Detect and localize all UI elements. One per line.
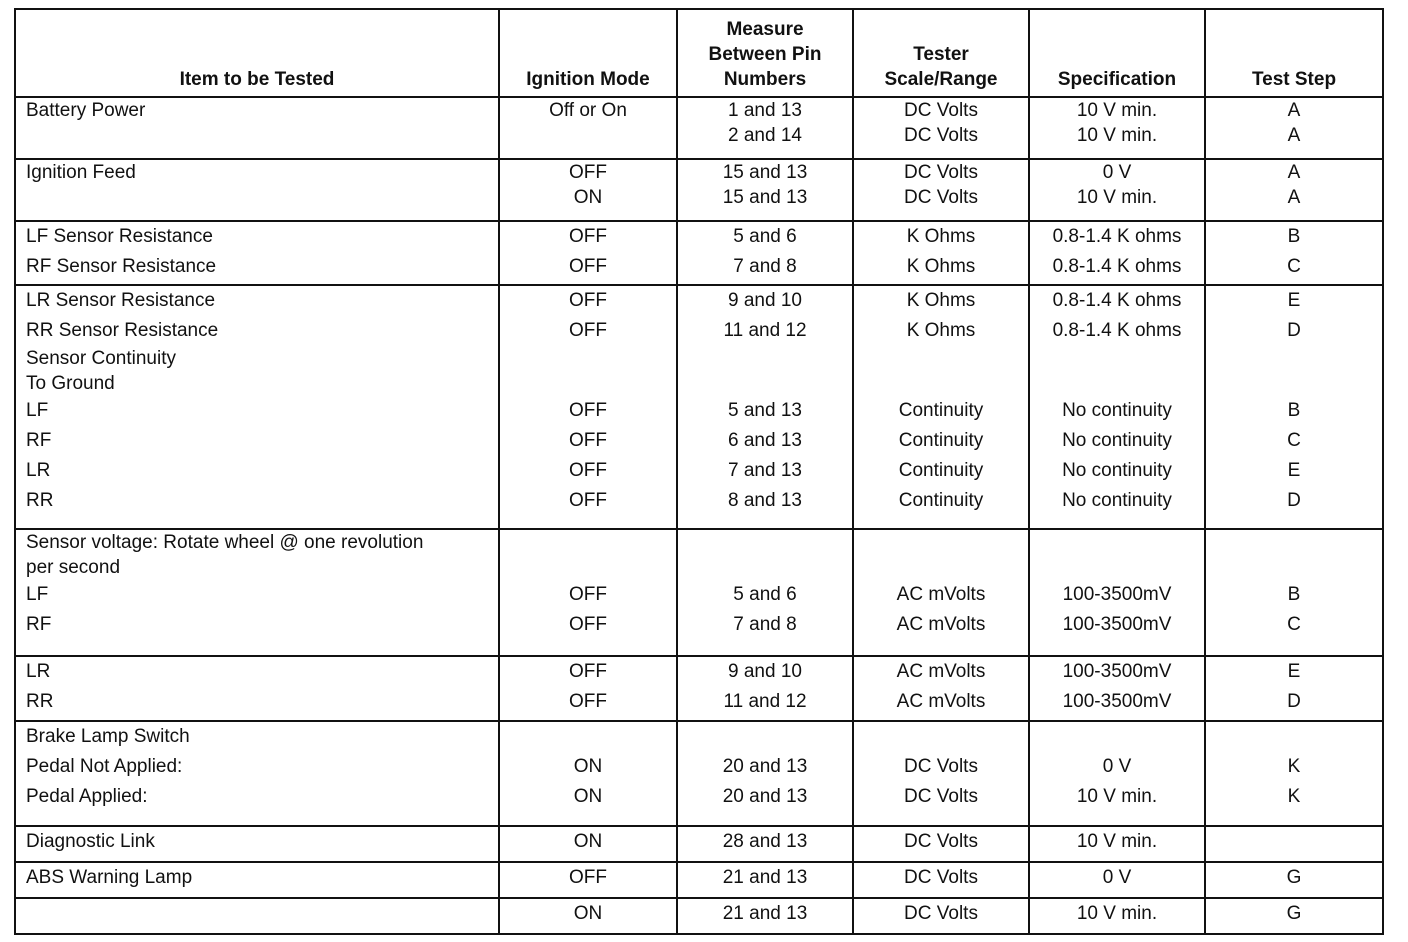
specification-cell xyxy=(1029,97,1205,159)
test-step-cell xyxy=(1205,826,1383,862)
tester-range-cell xyxy=(853,898,1029,934)
cell-line: LR xyxy=(26,661,51,682)
cell-line: 7 and 8 xyxy=(733,614,797,635)
cell-line: OFF xyxy=(569,162,607,183)
specification-cell xyxy=(1029,221,1205,285)
cell-line: B xyxy=(1287,584,1301,605)
specification-cell xyxy=(1029,898,1205,934)
cell-line: ABS Warning Lamp xyxy=(26,867,193,888)
test-step-cell xyxy=(1205,159,1383,221)
test-step-cell xyxy=(1205,656,1383,721)
cell-line: DC Volts xyxy=(904,831,978,852)
cell-line: To Ground xyxy=(26,373,115,394)
cell-line: OFF xyxy=(569,226,607,247)
item-cell xyxy=(15,721,499,826)
cell-line xyxy=(1206,371,1382,396)
pin-numbers-cell xyxy=(677,285,853,529)
cell-line: AC mVolts xyxy=(896,661,986,682)
cell-line: Sensor Continuity xyxy=(26,348,176,369)
cell-line: OFF xyxy=(569,256,607,277)
cell-line xyxy=(500,346,676,371)
cell-line: 10 V min. xyxy=(1076,125,1158,146)
pin-numbers-cell xyxy=(677,97,853,159)
cell-line: 5 and 6 xyxy=(733,226,797,247)
tester-range-cell xyxy=(853,862,1029,898)
ignition-mode-cell xyxy=(499,862,677,898)
tester-range-cell xyxy=(853,97,1029,159)
cell-line xyxy=(1206,346,1382,371)
cell-line: Off or On xyxy=(549,100,627,121)
cell-line: 0 V xyxy=(1102,162,1132,183)
cell-line: 15 and 13 xyxy=(722,162,808,183)
cell-line: 10 V min. xyxy=(1076,786,1158,807)
tester-range-cell xyxy=(853,159,1029,221)
pin-numbers-cell xyxy=(677,826,853,862)
specification-cell xyxy=(1029,159,1205,221)
header-tester-scale: Tester Scale/Range xyxy=(853,9,1029,97)
tester-range-cell xyxy=(853,656,1029,721)
cell-line: Diagnostic Link xyxy=(26,831,155,852)
ignition-mode-cell xyxy=(499,656,677,721)
specification-cell xyxy=(1029,285,1205,529)
test-step-cell xyxy=(1205,221,1383,285)
specification-cell xyxy=(1029,862,1205,898)
cell-line: 21 and 13 xyxy=(722,867,808,888)
cell-line: A xyxy=(1287,125,1301,146)
cell-line: RF Sensor Resistance xyxy=(26,256,217,277)
cell-line xyxy=(1206,555,1382,580)
cell-line: Sensor voltage: Rotate wheel @ one revolution xyxy=(26,532,424,553)
cell-line: Continuity xyxy=(898,430,984,451)
pin-numbers-cell xyxy=(677,898,853,934)
cell-line: RR xyxy=(26,691,54,712)
cell-line xyxy=(1030,722,1204,752)
cell-line xyxy=(854,722,1028,752)
cell-line: E xyxy=(1287,290,1301,311)
cell-line: 100-3500mV xyxy=(1062,691,1172,712)
ignition-mode-cell xyxy=(499,529,677,656)
cell-line: LR xyxy=(26,460,51,481)
item-cell xyxy=(15,862,499,898)
cell-line: ON xyxy=(573,903,603,924)
cell-line: G xyxy=(1286,903,1302,924)
cell-line: OFF xyxy=(569,400,607,421)
table-row xyxy=(15,656,1383,721)
table-row xyxy=(15,159,1383,221)
tester-range-cell xyxy=(853,529,1029,656)
item-cell xyxy=(15,898,499,934)
cell-line xyxy=(1206,530,1382,555)
cell-line: E xyxy=(1287,460,1301,481)
cell-line: 9 and 10 xyxy=(728,290,802,311)
test-step-cell xyxy=(1205,285,1383,529)
cell-line: K xyxy=(1287,786,1301,807)
cell-line: No continuity xyxy=(1062,400,1172,421)
cell-line: 20 and 13 xyxy=(722,786,808,807)
cell-line xyxy=(500,123,676,148)
cell-line xyxy=(1030,371,1204,396)
cell-line: LF xyxy=(26,584,49,605)
cell-line: Pedal Not Applied: xyxy=(26,756,183,777)
cell-line: OFF xyxy=(569,490,607,511)
specification-cell xyxy=(1029,826,1205,862)
cell-line: G xyxy=(1286,867,1302,888)
cell-line: DC Volts xyxy=(904,162,978,183)
cell-line: K Ohms xyxy=(906,226,976,247)
pin-numbers-cell xyxy=(677,862,853,898)
cell-line: DC Volts xyxy=(904,100,978,121)
cell-line: 9 and 10 xyxy=(728,661,802,682)
header-test-step: Test Step xyxy=(1205,9,1383,97)
table-row xyxy=(15,826,1383,862)
cell-line: ON xyxy=(573,756,603,777)
cell-line xyxy=(678,722,852,752)
cell-line: RR xyxy=(26,490,54,511)
cell-line: 7 and 13 xyxy=(728,460,802,481)
cell-line: C xyxy=(1287,614,1301,635)
item-cell xyxy=(15,285,499,529)
cell-line: 0.8-1.4 K ohms xyxy=(1052,256,1182,277)
cell-line: A xyxy=(1287,100,1301,121)
table-row xyxy=(15,898,1383,934)
cell-line: RF xyxy=(26,614,52,635)
table-row xyxy=(15,529,1383,656)
cell-line: 10 V min. xyxy=(1076,187,1158,208)
cell-line: 100-3500mV xyxy=(1062,584,1172,605)
pin-numbers-cell xyxy=(677,721,853,826)
cell-line xyxy=(16,185,498,210)
cell-line: Pedal Applied: xyxy=(26,786,148,807)
table-row xyxy=(15,97,1383,159)
cell-line xyxy=(1206,722,1382,752)
cell-line: 11 and 12 xyxy=(723,320,807,341)
cell-line xyxy=(678,555,852,580)
test-step-cell xyxy=(1205,97,1383,159)
ignition-mode-cell xyxy=(499,97,677,159)
cell-line: 21 and 13 xyxy=(722,903,808,924)
cell-line: 2 and 14 xyxy=(728,125,802,146)
header-item-to-be-tested: Item to be Tested xyxy=(15,9,499,97)
ignition-mode-cell xyxy=(499,285,677,529)
cell-line xyxy=(500,555,676,580)
item-cell xyxy=(15,656,499,721)
cell-line xyxy=(854,555,1028,580)
item-cell xyxy=(15,221,499,285)
tester-range-cell xyxy=(853,721,1029,826)
header-row xyxy=(15,9,1383,97)
cell-line: 0.8-1.4 K ohms xyxy=(1052,320,1182,341)
cell-line: 20 and 13 xyxy=(722,756,808,777)
cell-line xyxy=(1206,827,1382,857)
cell-line: C xyxy=(1287,430,1301,451)
table-row xyxy=(15,285,1383,529)
cell-line: 5 and 13 xyxy=(728,400,802,421)
specification-cell xyxy=(1029,656,1205,721)
cell-line xyxy=(500,371,676,396)
cell-line: Continuity xyxy=(898,460,984,481)
test-step-cell xyxy=(1205,529,1383,656)
ignition-mode-cell xyxy=(499,159,677,221)
cell-line: B xyxy=(1287,226,1301,247)
cell-line: OFF xyxy=(569,320,607,341)
cell-line xyxy=(678,371,852,396)
cell-line: 0 V xyxy=(1102,756,1132,777)
cell-line: DC Volts xyxy=(904,187,978,208)
cell-line: A xyxy=(1287,187,1301,208)
cell-line: DC Volts xyxy=(904,867,978,888)
cell-line: K Ohms xyxy=(906,320,976,341)
table-row xyxy=(15,721,1383,826)
cell-line xyxy=(678,530,852,555)
cell-line: B xyxy=(1287,400,1301,421)
cell-line: 1 and 13 xyxy=(728,100,802,121)
ignition-mode-cell xyxy=(499,898,677,934)
cell-line: DC Volts xyxy=(904,756,978,777)
cell-line: K xyxy=(1287,756,1301,777)
cell-line: 0.8-1.4 K ohms xyxy=(1052,290,1182,311)
cell-line: OFF xyxy=(569,290,607,311)
pin-numbers-cell xyxy=(677,221,853,285)
specification-cell xyxy=(1029,529,1205,656)
test-step-cell xyxy=(1205,862,1383,898)
cell-line: 100-3500mV xyxy=(1062,661,1172,682)
table-row xyxy=(15,221,1383,285)
cell-line: 10 V min. xyxy=(1076,100,1158,121)
cell-line: OFF xyxy=(569,867,607,888)
cell-line: LF xyxy=(26,400,49,421)
cell-line: No continuity xyxy=(1062,490,1172,511)
cell-line xyxy=(854,530,1028,555)
cell-line xyxy=(678,346,852,371)
cell-line xyxy=(500,530,676,555)
cell-line: 0.8-1.4 K ohms xyxy=(1052,226,1182,247)
cell-line: Ignition Feed xyxy=(26,162,136,183)
cell-line: LR Sensor Resistance xyxy=(26,290,216,311)
cell-line: No continuity xyxy=(1062,460,1172,481)
cell-line: C xyxy=(1287,256,1301,277)
cell-line: E xyxy=(1287,661,1301,682)
cell-line xyxy=(500,722,676,752)
item-cell xyxy=(15,159,499,221)
cell-line: Continuity xyxy=(898,490,984,511)
cell-line: per second xyxy=(26,557,121,578)
item-cell xyxy=(15,97,499,159)
cell-line: 28 and 13 xyxy=(722,831,808,852)
item-cell xyxy=(15,826,499,862)
tester-range-cell xyxy=(853,285,1029,529)
cell-line: OFF xyxy=(569,460,607,481)
cell-line xyxy=(854,346,1028,371)
cell-line: 10 V min. xyxy=(1076,903,1158,924)
cell-line: ON xyxy=(573,187,603,208)
cell-line: DC Volts xyxy=(904,125,978,146)
pin-numbers-cell xyxy=(677,159,853,221)
cell-line xyxy=(16,899,498,929)
cell-line: D xyxy=(1287,320,1301,341)
cell-line: 8 and 13 xyxy=(728,490,802,511)
cell-line: Continuity xyxy=(898,400,984,421)
cell-line xyxy=(16,123,498,148)
cell-line: K Ohms xyxy=(906,290,976,311)
cell-line xyxy=(1030,346,1204,371)
cell-line: D xyxy=(1287,490,1301,511)
tester-range-cell xyxy=(853,826,1029,862)
cell-line: AC mVolts xyxy=(896,584,986,605)
cell-line: AC mVolts xyxy=(896,614,986,635)
item-cell xyxy=(15,529,499,656)
cell-line: Brake Lamp Switch xyxy=(26,726,190,747)
cell-line: RR Sensor Resistance xyxy=(26,320,219,341)
cell-line: A xyxy=(1287,162,1301,183)
cell-line: AC mVolts xyxy=(896,691,986,712)
cell-line: 0 V xyxy=(1102,867,1132,888)
cell-line: D xyxy=(1287,691,1301,712)
header-ignition-mode: Ignition Mode xyxy=(499,9,677,97)
ignition-mode-cell xyxy=(499,721,677,826)
table-row xyxy=(15,862,1383,898)
cell-line: DC Volts xyxy=(904,903,978,924)
ignition-mode-cell xyxy=(499,221,677,285)
specification-cell xyxy=(1029,721,1205,826)
cell-line xyxy=(854,371,1028,396)
cell-line: ON xyxy=(573,831,603,852)
cell-line: 100-3500mV xyxy=(1062,614,1172,635)
cell-line: DC Volts xyxy=(904,786,978,807)
cell-line: 7 and 8 xyxy=(733,256,797,277)
cell-line: OFF xyxy=(569,584,607,605)
cell-line: ON xyxy=(573,786,603,807)
cell-line: 6 and 13 xyxy=(728,430,802,451)
cell-line xyxy=(1030,555,1204,580)
cell-line: OFF xyxy=(569,691,607,712)
header-specification: Specification xyxy=(1029,9,1205,97)
cell-line: OFF xyxy=(569,430,607,451)
cell-line: 15 and 13 xyxy=(722,187,808,208)
tester-range-cell xyxy=(853,221,1029,285)
cell-line: OFF xyxy=(569,661,607,682)
pin-numbers-cell xyxy=(677,529,853,656)
ignition-mode-cell xyxy=(499,826,677,862)
pin-numbers-cell xyxy=(677,656,853,721)
cell-line: 11 and 12 xyxy=(723,691,807,712)
cell-line xyxy=(1030,530,1204,555)
cell-line: No continuity xyxy=(1062,430,1172,451)
test-step-cell xyxy=(1205,721,1383,826)
cell-line: 5 and 6 xyxy=(733,584,797,605)
cell-line: RF xyxy=(26,430,52,451)
cell-line: Battery Power xyxy=(26,100,146,121)
test-spec-table xyxy=(14,8,1384,935)
cell-line: OFF xyxy=(569,614,607,635)
test-step-cell xyxy=(1205,898,1383,934)
header-measure-pins: Measure Between Pin Numbers xyxy=(677,9,853,97)
cell-line: K Ohms xyxy=(906,256,976,277)
cell-line: LF Sensor Resistance xyxy=(26,226,213,247)
cell-line: 10 V min. xyxy=(1076,831,1158,852)
